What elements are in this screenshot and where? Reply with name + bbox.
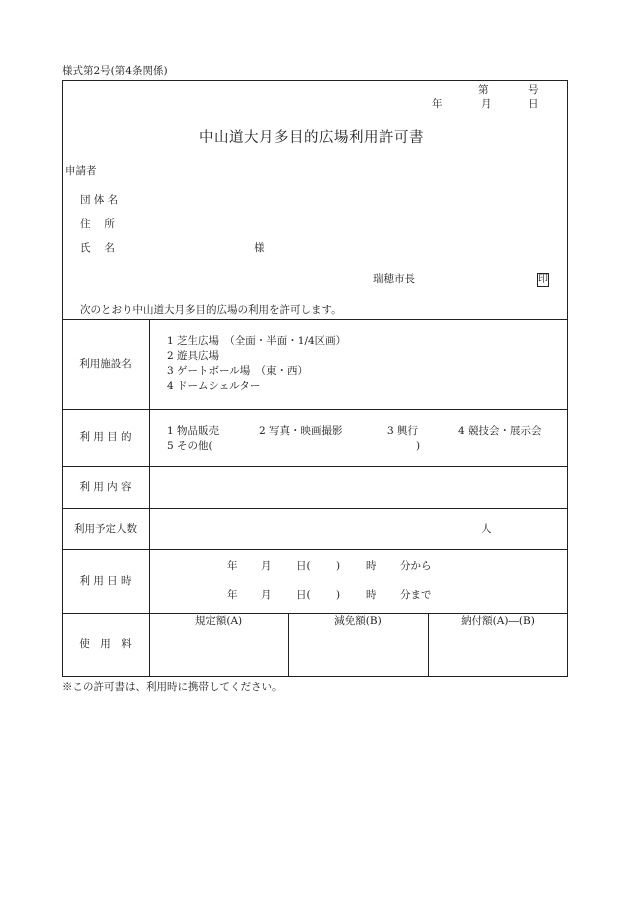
facility-option: 3 ゲートボール場 （東・西） bbox=[167, 365, 309, 377]
end-hour: 時 bbox=[366, 589, 377, 601]
applicant-heading: 申請者 bbox=[65, 165, 97, 177]
permit-statement: 次のとおり中山道大月多目的広場の利用を許可します。 bbox=[80, 304, 342, 316]
row-divider bbox=[62, 549, 568, 550]
fee-column-header: 規定額(A) bbox=[194, 615, 243, 627]
purpose-option: 3 興行 bbox=[387, 425, 419, 437]
start-month: 月 bbox=[261, 560, 272, 572]
address-label: 住 所 bbox=[80, 218, 115, 230]
fee-label: 使 用 料 bbox=[79, 638, 132, 650]
end-year: 年 bbox=[227, 589, 238, 601]
purpose-other: 5 その他( bbox=[167, 440, 213, 452]
number-label: 第 bbox=[478, 84, 489, 96]
purpose-option: 2 写真・映画撮影 bbox=[259, 425, 343, 437]
seal-mark: 印 bbox=[538, 274, 548, 285]
number-suffix: 号 bbox=[528, 84, 539, 96]
purpose-label: 利 用 目 的 bbox=[79, 431, 132, 443]
row-divider bbox=[62, 409, 568, 410]
end-day-open: 日( bbox=[296, 589, 311, 601]
facility-option: 2 遊具広場 bbox=[167, 350, 220, 362]
org-name-label: 団 体 名 bbox=[80, 194, 119, 206]
start-day-open: 日( bbox=[296, 560, 311, 572]
start-day-close: ) bbox=[336, 560, 341, 572]
facility-option: 4 ドームシェルター bbox=[167, 380, 261, 392]
purpose-option: 4 競技会・展示会 bbox=[458, 425, 542, 437]
footer-note: ※この許可書は、利用時に携帯してください。 bbox=[62, 681, 283, 693]
attendance-unit: 人 bbox=[481, 523, 492, 535]
fee-column-header: 納付額(A)―(B) bbox=[461, 615, 535, 627]
end-day-close: ) bbox=[336, 589, 341, 601]
start-from: 分から bbox=[400, 560, 432, 572]
start-hour: 時 bbox=[366, 560, 377, 572]
form-number: 様式第2号(第4条関係) bbox=[62, 65, 168, 77]
end-month: 月 bbox=[261, 589, 272, 601]
honorific: 様 bbox=[254, 242, 265, 254]
fee-column-header: 減免額(B) bbox=[334, 615, 382, 627]
row-divider bbox=[62, 613, 568, 614]
purpose-option: 1 物品販売 bbox=[167, 425, 220, 437]
facility-option: 1 芝生広場 （全面・半面・1/4区画） bbox=[167, 335, 347, 347]
purpose-other-close: ) bbox=[416, 440, 421, 452]
day-label: 日 bbox=[528, 98, 539, 110]
issuer: 瑞穂市長 bbox=[373, 273, 415, 285]
name-label: 氏 名 bbox=[80, 242, 115, 254]
year-label: 年 bbox=[432, 98, 443, 110]
datetime-label: 利 用 日 時 bbox=[79, 575, 132, 587]
end-until: 分まで bbox=[400, 589, 432, 601]
form-frame bbox=[62, 80, 568, 677]
row-divider bbox=[62, 319, 568, 320]
start-year: 年 bbox=[227, 560, 238, 572]
attendance-label: 利用予定人数 bbox=[74, 523, 137, 535]
row-divider bbox=[62, 466, 568, 467]
facility-label: 利用施設名 bbox=[79, 358, 132, 370]
page-title: 中山道大月多目的広場利用許可書 bbox=[199, 130, 424, 146]
content-label: 利 用 内 容 bbox=[79, 481, 132, 493]
row-divider bbox=[62, 508, 568, 509]
month-label: 月 bbox=[481, 98, 492, 110]
